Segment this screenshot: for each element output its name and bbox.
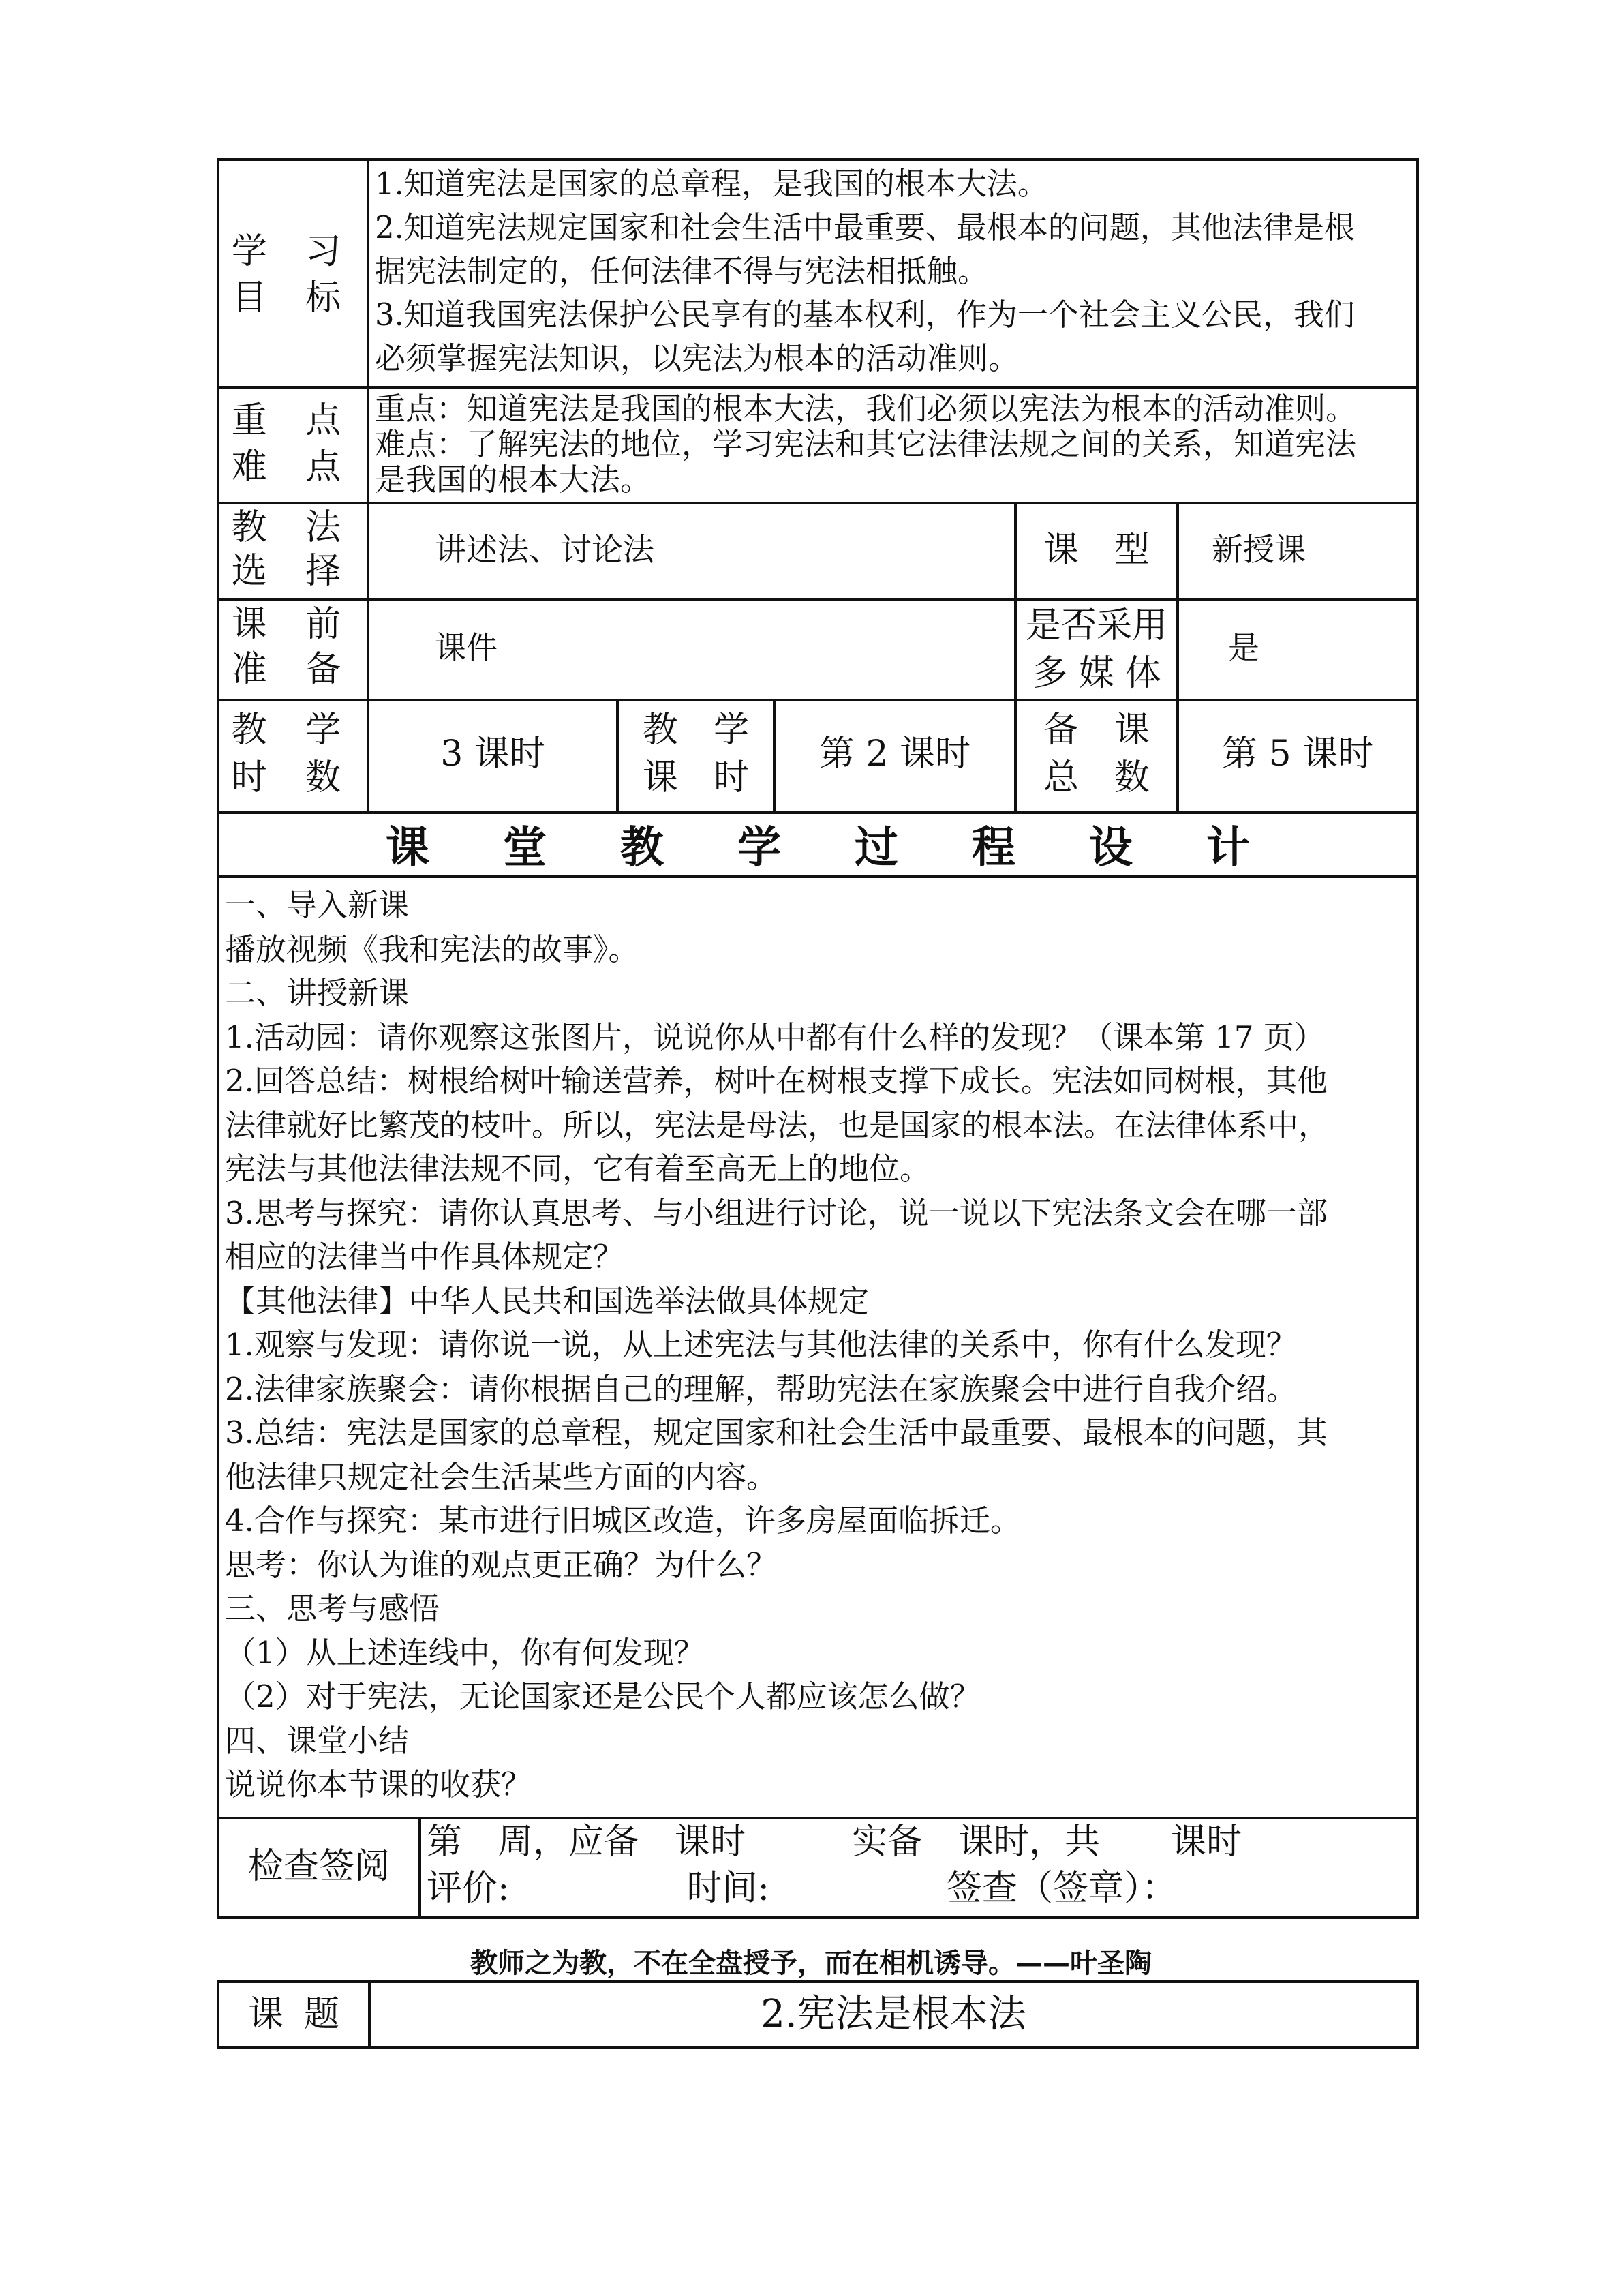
process-line: 1.活动园：请你观察这张图片，说说你从中都有什么样的发现？（课本第 17 页） (225, 1018, 1325, 1055)
column-divider (367, 161, 369, 811)
objectives-line: 据宪法制定的，任何法律不得与宪法相抵触。 (375, 253, 989, 289)
process-line: 1.观察与发现：请你说一说，从上述宪法与其他法律的关系中，你有什么发现？ (225, 1327, 1297, 1363)
objectives-line: 2.知道宪法规定国家和社会生活中最重要、最根本的问题，其他法律是根 (375, 209, 1355, 245)
review-line-2: 评价: 时间: 签查（签章）： (427, 1868, 1178, 1909)
process-line: （1）从上述连线中，你有何发现？ (225, 1634, 705, 1671)
objectives-label: 学 习 目 标 (231, 231, 355, 318)
preparation-value: 课件 (435, 629, 498, 666)
process-line: 3.总结：宪法是国家的总章程，规定国家和社会生活中最重要、最根本的问题，其 (225, 1415, 1328, 1451)
lesson-title: 2.宪法是根本法 (761, 1992, 1026, 2036)
process-line: 一、导入新课 (225, 887, 410, 923)
process-line: 2.回答总结：树根给树叶输送营养，树叶在树根支撑下成长。宪法如同树根，其他 (225, 1063, 1328, 1099)
process-line: 宪法与其他法律法规不同，它有着至高无上的地位。 (225, 1151, 931, 1187)
multimedia-value: 是 (1228, 629, 1259, 666)
title-label: 课题 (247, 1994, 360, 2035)
preparation-label: 课 前 准 备 (231, 604, 355, 690)
process-line: 3.思考与探究：请你认真思考、与小组进行讨论，说一说以下宪法条文会在哪一部 (225, 1194, 1328, 1231)
lesson-hours-label: 教 学 课 时 (642, 710, 749, 798)
process-line: （2）对于宪法，无论国家还是公民个人都应该怎么做？ (225, 1678, 981, 1715)
process-line: 【其他法律】中华人民共和国选举法做具体规定 (225, 1282, 870, 1319)
method-label: 教 法 选 择 (231, 507, 355, 592)
title-table (217, 1980, 1419, 2049)
prep-total-value: 第 5 课时 (1221, 734, 1374, 774)
objectives-line: 1.知道宪法是国家的总章程，是我国的根本大法。 (375, 166, 1048, 202)
row-divider (219, 598, 1416, 601)
review-line-1: 第 周，应备 课时 实备 课时，共 课时 (427, 1822, 1242, 1862)
key-points-line: 是我国的根本大法。 (375, 462, 652, 498)
process-line: 4.合作与探究：某市进行旧城区改造，许多房屋面临拆迁。 (225, 1502, 1021, 1539)
key-points-line: 重点：知道宪法是我国的根本大法，我们必须以宪法为根本的活动准则。 (375, 391, 1357, 427)
prep-total-label: 备 课 总 数 (1043, 710, 1150, 798)
multimedia-label: 多 媒 体 (1032, 653, 1161, 694)
process-line: 他法律只规定社会生活某些方面的内容。 (225, 1458, 778, 1495)
lesson-hours-value: 第 2 课时 (818, 734, 971, 774)
objectives-line: 必须掌握宪法知识，以宪法为根本的活动准则。 (375, 340, 1020, 376)
process-line: 2.法律家族聚会：请你根据自己的理解，帮助宪法在家族聚会中进行自我介绍。 (225, 1370, 1297, 1407)
objectives-line: 3.知道我国宪法保护公民享有的基本权利，作为一个社会主义公民，我们 (375, 297, 1355, 333)
process-line: 相应的法律当中作具体规定？ (225, 1239, 624, 1275)
process-line: 四、课堂小结 (225, 1722, 410, 1759)
process-line: 播放视频《我和宪法的故事》。 (225, 931, 639, 967)
lesson-type-label: 课 型 (1043, 530, 1150, 571)
multimedia-label: 是否采用 (1025, 605, 1167, 646)
process-content (225, 883, 1411, 1807)
process-line: 思考：你认为谁的观点更正确？为什么？ (225, 1546, 778, 1583)
column-divider (418, 1817, 421, 1916)
lesson-plan-table (217, 158, 1419, 1919)
quote: 教师之为教，不在全盘授予，而在相机诱导。——叶圣陶 (470, 1948, 1152, 1979)
process-heading: 课堂教学过程设计 (386, 822, 1323, 873)
row-divider (219, 502, 1416, 504)
review-label: 检查签阅 (247, 1846, 390, 1887)
key-points-line: 难点：了解宪法的地位，学习宪法和其它法律法规之间的关系，知道宪法 (375, 426, 1357, 462)
process-line: 法律就好比繁茂的枝叶。所以，宪法是母法，也是国家的根本法。在法律体系中， (225, 1106, 1330, 1143)
process-line: 二、讲授新课 (225, 975, 410, 1011)
key-points-label: 重 点 难 点 (231, 400, 355, 487)
lesson-type-value: 新授课 (1212, 531, 1306, 568)
row-divider (219, 811, 1416, 814)
total-hours-value: 3 课时 (440, 734, 545, 774)
hours-label: 教 学 时 数 (231, 710, 355, 798)
process-line: 说说你本节课的收获？ (225, 1766, 532, 1802)
method-value: 讲述法、讨论法 (435, 531, 654, 568)
row-divider (219, 699, 1416, 701)
process-line: 三、思考与感悟 (225, 1590, 440, 1627)
